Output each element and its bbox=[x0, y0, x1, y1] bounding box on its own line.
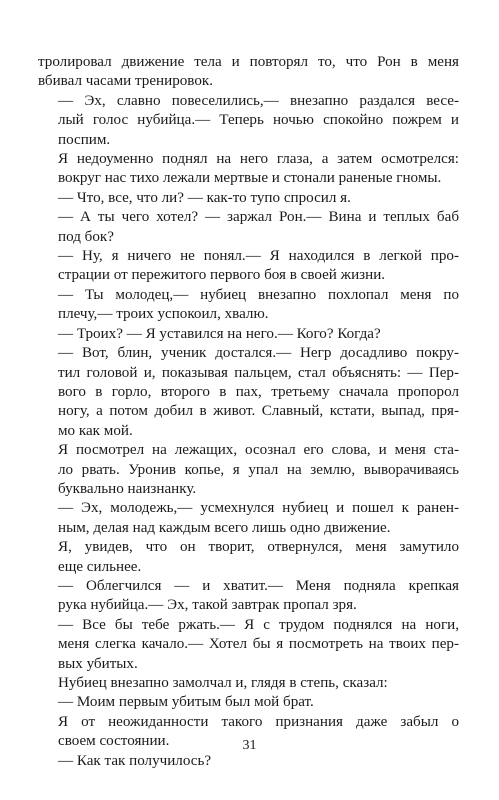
text-line: вого в горло, второго в пах, третьему сначала пропорол bbox=[58, 383, 459, 400]
text-line: Нубиец внезапно замолчал и, глядя в степь, сказал: bbox=[58, 675, 388, 691]
text-line: — Облегчился — и хватит.— Меня подняла крепкая bbox=[58, 577, 459, 594]
text-line: своем состоянии. bbox=[58, 733, 170, 750]
paragraph bbox=[38, 577, 459, 616]
paragraph bbox=[38, 499, 459, 538]
paragraph bbox=[38, 674, 459, 693]
text-line: еще сильнее. bbox=[58, 558, 142, 575]
paragraph bbox=[38, 286, 459, 325]
paragraph bbox=[38, 208, 459, 247]
text-line: — Ты молодец,— нубиец внезапно похлопал меня по bbox=[58, 286, 459, 303]
paragraph bbox=[38, 538, 459, 577]
paragraph bbox=[38, 344, 459, 441]
text-line: Я посмотрел на лежащих, осознал его слова, и меня ста- bbox=[58, 442, 459, 459]
text-line: — Ну, я ничего не понял.— Я находился в легкой про- bbox=[58, 248, 459, 265]
text-line: страции от пережитого первого боя в своей жизни. bbox=[58, 267, 386, 284]
text-line: ногу, а потом добил в живот. Славный, кстати, выпад, пря- bbox=[58, 403, 459, 420]
text-line: под бок? bbox=[58, 228, 114, 245]
text-line: Я недоуменно поднял на него глаза, а затем осмотрелся: bbox=[58, 151, 459, 168]
text-line: поспим. bbox=[58, 131, 111, 148]
text-line: меня слегка качало.— Хотел бы я посмотреть на твоих пер- bbox=[58, 636, 459, 653]
paragraph bbox=[38, 616, 459, 674]
text-line: тил головой и, показывая пальцем, стал объяснять: — Пер- bbox=[58, 364, 459, 381]
paragraph bbox=[38, 92, 459, 150]
text-line: рука нубийца.— Эх, такой завтрак пропал зря. bbox=[58, 597, 357, 614]
text-line: вых убитых. bbox=[58, 655, 138, 672]
text-line: — Что, все, что ли? — как-то тупо спросил я. bbox=[58, 189, 351, 206]
text-line: — Моим первым убитым был мой брат. bbox=[58, 694, 314, 711]
paragraph bbox=[38, 53, 459, 92]
text-line: — Эх, молодежь,— усмехнулся нубиец и пошел к ранен- bbox=[58, 500, 459, 517]
text-line: Я, увидев, что он творит, отвернулся, меня замутило bbox=[58, 539, 459, 556]
text-line: вбивал часами тренировок. bbox=[38, 73, 213, 90]
text-line: ным, делая над каждым всего лишь одно движение. bbox=[58, 519, 391, 536]
text-line: ло рвать. Уронив копье, я упал на землю, выворачиваясь bbox=[58, 461, 459, 478]
text-line: — Все бы тебе ржать.— Я с трудом поднялся на ноги, bbox=[58, 616, 459, 633]
text-line: — А ты чего хотел? — заржал Рон.— Вина и теплых баб bbox=[58, 209, 459, 226]
paragraph bbox=[38, 325, 459, 344]
paragraph bbox=[38, 441, 459, 499]
text-line: — Вот, блин, ученик достался.— Негр досадливо покру- bbox=[58, 345, 459, 362]
text-line: — Как так получилось? bbox=[58, 752, 212, 769]
text-line: буквально наизнанку. bbox=[58, 480, 197, 497]
paragraph bbox=[38, 150, 459, 189]
text-line: лый голос нубийца.— Теперь ночью спокойно пожрем и bbox=[58, 112, 459, 129]
text-line: тролировал движение тела и повторял то, что Рон в меня bbox=[38, 54, 459, 70]
text-line: вокруг нас тихо лежали мертвые и стонали раненые гномы. bbox=[58, 170, 442, 187]
body-text bbox=[38, 53, 459, 771]
paragraph bbox=[38, 247, 459, 286]
paragraph bbox=[38, 693, 459, 712]
text-line: Я от неожиданности такого признания даже забыл о bbox=[58, 713, 459, 730]
text-line: мо как мой. bbox=[58, 422, 133, 439]
page-number: 31 bbox=[242, 738, 257, 753]
text-line: — Эх, славно повеселились,— внезапно раздался весе- bbox=[58, 92, 459, 109]
text-line: — Троих? — Я уставился на него.— Кого? Когда? bbox=[58, 325, 381, 342]
paragraph bbox=[38, 189, 459, 208]
text-line: плечу,— троих успокоил, хвалю. bbox=[58, 306, 269, 323]
